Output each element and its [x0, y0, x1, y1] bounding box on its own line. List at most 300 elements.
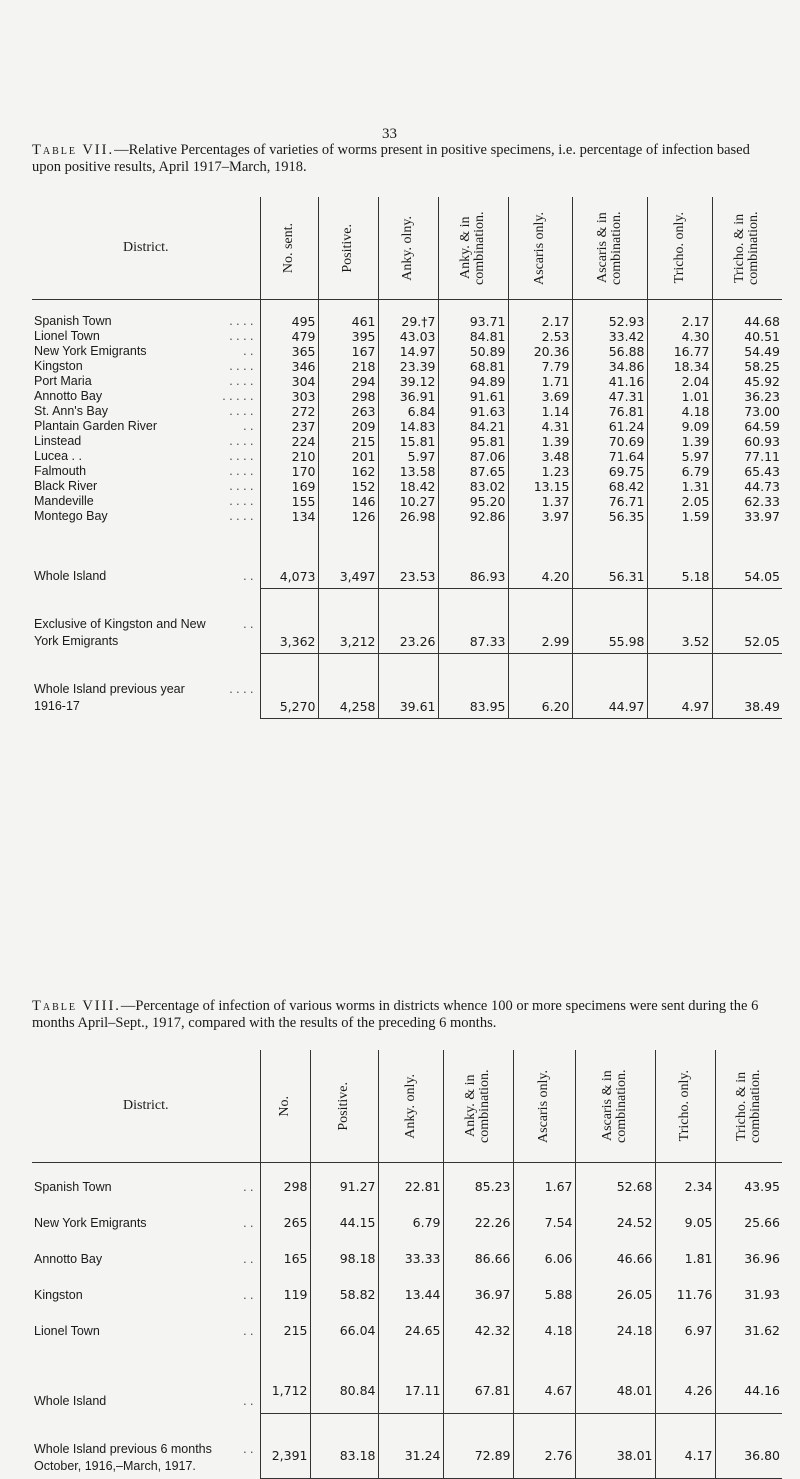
leader-dots: . . . .	[229, 449, 254, 463]
value-cell: 3.69	[508, 389, 572, 404]
value-cell: 3,212	[318, 589, 378, 654]
leader-dots: . . . .	[229, 374, 254, 388]
table-row	[32, 1241, 782, 1277]
district-name: Whole Island previous year 1916-17	[34, 681, 185, 713]
value-cell: 60.93	[712, 434, 782, 449]
value-cell: 33.33	[378, 1241, 443, 1277]
value-cell: 3.97	[508, 509, 572, 524]
value-cell: 17.11	[378, 1349, 443, 1414]
leader-dots: . .	[243, 1441, 254, 1456]
district-name: Exclusive of Kingston and New York Emigrants	[34, 616, 206, 648]
value-cell: 55.98	[572, 589, 647, 654]
value-cell: 52.05	[712, 589, 782, 654]
value-cell: 304	[260, 374, 318, 389]
leader-dots: . . . .	[229, 509, 254, 523]
leader-dots: . . . .	[229, 329, 254, 343]
value-cell: 224	[260, 434, 318, 449]
value-cell: 33.97	[712, 509, 782, 524]
value-cell: 45.92	[712, 374, 782, 389]
value-cell: 95.20	[438, 494, 508, 509]
table7-header-tricho-only: Tricho. only.	[647, 197, 712, 300]
table8-header-anky-combination: Anky. & in combination.	[443, 1050, 513, 1163]
table8-header-no: No.	[260, 1050, 310, 1163]
district-name: Lucea . .	[34, 449, 82, 463]
value-cell: 5,270	[260, 654, 318, 719]
value-cell: 77.11	[712, 449, 782, 464]
district-cell	[32, 589, 260, 654]
value-cell: 215	[318, 434, 378, 449]
value-cell: 33.42	[572, 329, 647, 344]
district-cell	[32, 404, 260, 419]
table7-title: —Relative Percentages of varieties of worms present in positive specimens, i.e. percentage of infection based upon positive results, April 1917–March, 1918.	[32, 142, 750, 175]
value-cell: 23.26	[378, 589, 438, 654]
district-name: St. Ann's Bay	[34, 404, 108, 418]
value-cell: 3.52	[647, 589, 712, 654]
value-cell: 1.39	[647, 434, 712, 449]
value-cell: 209	[318, 419, 378, 434]
value-cell: 50.89	[438, 344, 508, 359]
value-cell: 48.01	[575, 1349, 655, 1414]
district-name: Port Maria	[34, 374, 92, 388]
value-cell: 4.17	[655, 1414, 715, 1479]
value-cell: 1.81	[655, 1241, 715, 1277]
table-row	[32, 449, 782, 464]
value-cell: 83.18	[310, 1414, 378, 1479]
value-cell: 5.97	[647, 449, 712, 464]
value-cell: 9.05	[655, 1205, 715, 1241]
table7-header-anky-combination: Anky. & in combination.	[438, 197, 508, 300]
value-cell: 54.05	[712, 524, 782, 589]
value-cell: 16.77	[647, 344, 712, 359]
value-cell: 26.98	[378, 509, 438, 524]
value-cell: 68.42	[572, 479, 647, 494]
district-cell	[32, 1277, 260, 1313]
value-cell: 6.06	[513, 1241, 575, 1277]
leader-dots: . . . .	[229, 359, 254, 373]
table-row	[32, 389, 782, 404]
table7-header-no-sent: No. sent.	[260, 197, 318, 300]
value-cell: 201	[318, 449, 378, 464]
page-number: 33	[382, 126, 397, 142]
value-cell: 86.93	[438, 524, 508, 589]
value-cell: 1.37	[508, 494, 572, 509]
value-cell: 22.81	[378, 1163, 443, 1206]
value-cell: 62.33	[712, 494, 782, 509]
table-row	[32, 509, 782, 524]
value-cell: 4.18	[647, 404, 712, 419]
value-cell: 1.71	[508, 374, 572, 389]
value-cell: 86.66	[443, 1241, 513, 1277]
value-cell: 58.25	[712, 359, 782, 374]
value-cell: 23.53	[378, 524, 438, 589]
value-cell: 34.86	[572, 359, 647, 374]
table-row	[32, 1163, 782, 1206]
district-cell	[32, 479, 260, 494]
leader-dots: . . . .	[229, 434, 254, 448]
value-cell: 44.68	[712, 300, 782, 330]
value-cell: 46.66	[575, 1241, 655, 1277]
value-cell: 2.05	[647, 494, 712, 509]
table7-header-row	[32, 197, 782, 300]
table8-header-anky-only: Anky. only.	[378, 1050, 443, 1163]
value-cell: 23.39	[378, 359, 438, 374]
table-row	[32, 359, 782, 374]
value-cell: 6.84	[378, 404, 438, 419]
value-cell: 56.88	[572, 344, 647, 359]
leader-dots: . . . .	[229, 681, 254, 696]
value-cell: 6.79	[378, 1205, 443, 1241]
value-cell: 2,391	[260, 1414, 310, 1479]
value-cell: 91.61	[438, 389, 508, 404]
value-cell: 3,362	[260, 589, 318, 654]
value-cell: 64.59	[712, 419, 782, 434]
leader-dots: . .	[243, 1180, 254, 1194]
district-name: Kingston	[34, 1288, 83, 1302]
value-cell: 4.20	[508, 524, 572, 589]
value-cell: 29.†7	[378, 300, 438, 330]
district-name: Annotto Bay	[34, 1252, 103, 1266]
value-cell: 1.31	[647, 479, 712, 494]
leader-dots: . .	[243, 1252, 254, 1266]
district-name: Falmouth	[34, 464, 87, 478]
district-cell	[32, 1313, 260, 1349]
value-cell: 1.67	[513, 1163, 575, 1206]
value-cell: 5.97	[378, 449, 438, 464]
value-cell: 44.16	[715, 1349, 782, 1414]
district-name: Lionel Town	[34, 1324, 100, 1338]
table7-header-anky-only: Anky. olny.	[378, 197, 438, 300]
value-cell: 237	[260, 419, 318, 434]
table7	[32, 197, 782, 719]
value-cell: 41.16	[572, 374, 647, 389]
value-cell: 65.43	[712, 464, 782, 479]
value-cell: 13.15	[508, 479, 572, 494]
district-cell	[32, 449, 260, 464]
value-cell: 1.59	[647, 509, 712, 524]
value-cell: 18.42	[378, 479, 438, 494]
value-cell: 15.81	[378, 434, 438, 449]
value-cell: 215	[260, 1313, 310, 1349]
summary-row	[32, 1414, 782, 1479]
district-name: Whole Island	[34, 1393, 107, 1408]
leader-dots: . . . .	[229, 479, 254, 493]
table8-label: Table VIII.	[32, 998, 121, 1014]
value-cell: 56.35	[572, 509, 647, 524]
value-cell: 38.01	[575, 1414, 655, 1479]
district-name: Mandeville	[34, 494, 94, 508]
table-row	[32, 300, 782, 330]
district-cell	[32, 359, 260, 374]
value-cell: 31.93	[715, 1277, 782, 1313]
value-cell: 24.52	[575, 1205, 655, 1241]
value-cell: 3,497	[318, 524, 378, 589]
district-cell	[32, 329, 260, 344]
value-cell: 22.26	[443, 1205, 513, 1241]
value-cell: 2.53	[508, 329, 572, 344]
value-cell: 1.23	[508, 464, 572, 479]
value-cell: 36.80	[715, 1414, 782, 1479]
value-cell: 170	[260, 464, 318, 479]
district-cell	[32, 300, 260, 330]
value-cell: 52.93	[572, 300, 647, 330]
value-cell: 11.76	[655, 1277, 715, 1313]
district-cell	[32, 344, 260, 359]
value-cell: 85.23	[443, 1163, 513, 1206]
value-cell: 84.21	[438, 419, 508, 434]
value-cell: 91.63	[438, 404, 508, 419]
value-cell: 56.31	[572, 524, 647, 589]
summary-row	[32, 524, 782, 589]
value-cell: 7.79	[508, 359, 572, 374]
value-cell: 13.58	[378, 464, 438, 479]
value-cell: 93.71	[438, 300, 508, 330]
district-name: Kingston	[34, 359, 83, 373]
table7-header-tricho-combination: Tricho. & in combination.	[712, 197, 782, 300]
value-cell: 298	[260, 1163, 310, 1206]
value-cell: 54.49	[712, 344, 782, 359]
value-cell: 152	[318, 479, 378, 494]
value-cell: 67.81	[443, 1349, 513, 1414]
value-cell: 98.18	[310, 1241, 378, 1277]
value-cell: 495	[260, 300, 318, 330]
value-cell: 6.79	[647, 464, 712, 479]
value-cell: 18.34	[647, 359, 712, 374]
value-cell: 6.20	[508, 654, 572, 719]
table-row	[32, 1313, 782, 1349]
value-cell: 87.65	[438, 464, 508, 479]
value-cell: 119	[260, 1277, 310, 1313]
value-cell: 1,712	[260, 1349, 310, 1414]
value-cell: 10.27	[378, 494, 438, 509]
value-cell: 155	[260, 494, 318, 509]
district-name: Lionel Town	[34, 329, 100, 343]
table7-caption	[32, 142, 782, 176]
table7-header-district: District.	[123, 240, 169, 255]
district-name: Plantain Garden River	[34, 419, 157, 433]
table-row	[32, 404, 782, 419]
value-cell: 25.66	[715, 1205, 782, 1241]
value-cell: 2.17	[508, 300, 572, 330]
value-cell: 13.44	[378, 1277, 443, 1313]
table-row	[32, 464, 782, 479]
leader-dots: . . . . .	[222, 389, 254, 403]
value-cell: 4.97	[647, 654, 712, 719]
value-cell: 167	[318, 344, 378, 359]
value-cell: 5.18	[647, 524, 712, 589]
value-cell: 68.81	[438, 359, 508, 374]
district-cell	[32, 1163, 260, 1206]
value-cell: 92.86	[438, 509, 508, 524]
table8-caption	[32, 998, 782, 1032]
value-cell: 2.76	[513, 1414, 575, 1479]
value-cell: 52.68	[575, 1163, 655, 1206]
table8	[32, 1050, 782, 1479]
district-name: New York Emigrants	[34, 344, 147, 358]
value-cell: 4,258	[318, 654, 378, 719]
district-cell	[32, 1241, 260, 1277]
value-cell: 272	[260, 404, 318, 419]
value-cell: 298	[318, 389, 378, 404]
table-row	[32, 494, 782, 509]
value-cell: 66.04	[310, 1313, 378, 1349]
leader-dots: . .	[243, 568, 254, 583]
value-cell: 169	[260, 479, 318, 494]
value-cell: 4.67	[513, 1349, 575, 1414]
value-cell: 479	[260, 329, 318, 344]
value-cell: 14.83	[378, 419, 438, 434]
district-name: Linstead	[34, 434, 82, 448]
value-cell: 38.49	[712, 654, 782, 719]
table7-header-ascaris-combination: Ascaris & in combination.	[572, 197, 647, 300]
table-row	[32, 329, 782, 344]
value-cell: 218	[318, 359, 378, 374]
value-cell: 61.24	[572, 419, 647, 434]
value-cell: 70.69	[572, 434, 647, 449]
leader-dots: . .	[243, 1393, 254, 1408]
district-cell	[32, 1205, 260, 1241]
leader-dots: . . . .	[229, 494, 254, 508]
district-cell	[32, 1414, 260, 1479]
table8-header-positive: Positive.	[310, 1050, 378, 1163]
value-cell: 69.75	[572, 464, 647, 479]
value-cell: 165	[260, 1241, 310, 1277]
table8-header-tricho-combination: Tricho. & in combination.	[715, 1050, 782, 1163]
value-cell: 461	[318, 300, 378, 330]
value-cell: 39.12	[378, 374, 438, 389]
value-cell: 303	[260, 389, 318, 404]
value-cell: 26.05	[575, 1277, 655, 1313]
value-cell: 44.73	[712, 479, 782, 494]
value-cell: 91.27	[310, 1163, 378, 1206]
value-cell: 83.02	[438, 479, 508, 494]
table-row	[32, 1205, 782, 1241]
table8-header-tricho-only: Tricho. only.	[655, 1050, 715, 1163]
table7-header-positive: Positive.	[318, 197, 378, 300]
value-cell: 24.18	[575, 1313, 655, 1349]
table8-title: —Percentage of infection of various worms in districts whence 100 or more specimens were sent during the 6 months April–Sept., 1917, compared with the results of the preceding 6 months.	[32, 998, 759, 1031]
value-cell: 1.39	[508, 434, 572, 449]
value-cell: 36.97	[443, 1277, 513, 1313]
value-cell: 24.65	[378, 1313, 443, 1349]
value-cell: 71.64	[572, 449, 647, 464]
value-cell: 20.36	[508, 344, 572, 359]
value-cell: 72.89	[443, 1414, 513, 1479]
value-cell: 1.01	[647, 389, 712, 404]
table8-header-district: District.	[123, 1098, 169, 1113]
district-cell	[32, 1349, 260, 1414]
value-cell: 36.23	[712, 389, 782, 404]
table8-header-ascaris-combination: Ascaris & in combination.	[575, 1050, 655, 1163]
value-cell: 87.06	[438, 449, 508, 464]
value-cell: 4.26	[655, 1349, 715, 1414]
leader-dots: . .	[243, 1288, 254, 1302]
value-cell: 39.61	[378, 654, 438, 719]
table-row	[32, 344, 782, 359]
table8-header-ascaris-only: Ascaris only.	[513, 1050, 575, 1163]
district-cell	[32, 434, 260, 449]
value-cell: 7.54	[513, 1205, 575, 1241]
value-cell: 73.00	[712, 404, 782, 419]
value-cell: 4,073	[260, 524, 318, 589]
value-cell: 395	[318, 329, 378, 344]
value-cell: 44.15	[310, 1205, 378, 1241]
value-cell: 14.97	[378, 344, 438, 359]
value-cell: 365	[260, 344, 318, 359]
district-cell	[32, 654, 260, 719]
value-cell: 4.18	[513, 1313, 575, 1349]
value-cell: 162	[318, 464, 378, 479]
district-cell	[32, 464, 260, 479]
value-cell: 2.17	[647, 300, 712, 330]
table-row	[32, 374, 782, 389]
district-name: Black River	[34, 479, 98, 493]
value-cell: 146	[318, 494, 378, 509]
value-cell: 294	[318, 374, 378, 389]
value-cell: 2.99	[508, 589, 572, 654]
summary-row	[32, 654, 782, 719]
table8-header-row	[32, 1050, 782, 1163]
value-cell: 43.03	[378, 329, 438, 344]
value-cell: 42.32	[443, 1313, 513, 1349]
district-cell	[32, 419, 260, 434]
value-cell: 87.33	[438, 589, 508, 654]
district-name: Whole Island previous 6 months October, 1916,–March, 1917.	[34, 1441, 212, 1473]
value-cell: 83.95	[438, 654, 508, 719]
value-cell: 2.04	[647, 374, 712, 389]
summary-row	[32, 589, 782, 654]
district-cell	[32, 509, 260, 524]
district-name: Whole Island	[34, 568, 107, 583]
district-name: Montego Bay	[34, 509, 108, 523]
district-cell	[32, 494, 260, 509]
district-name: Spanish Town	[34, 1180, 112, 1194]
leader-dots: . . . .	[229, 464, 254, 478]
leader-dots: . . . .	[229, 404, 254, 418]
value-cell: 47.31	[572, 389, 647, 404]
value-cell: 5.88	[513, 1277, 575, 1313]
district-cell	[32, 374, 260, 389]
value-cell: 126	[318, 509, 378, 524]
value-cell: 265	[260, 1205, 310, 1241]
district-name: New York Emigrants	[34, 1216, 147, 1230]
value-cell: 4.30	[647, 329, 712, 344]
leader-dots: . . . .	[229, 314, 254, 328]
value-cell: 44.97	[572, 654, 647, 719]
district-cell	[32, 524, 260, 589]
value-cell: 94.89	[438, 374, 508, 389]
value-cell: 1.14	[508, 404, 572, 419]
district-name: Annotto Bay	[34, 389, 103, 403]
summary-row	[32, 1349, 782, 1414]
leader-dots: . .	[243, 1324, 254, 1338]
value-cell: 43.95	[715, 1163, 782, 1206]
table7-header-ascaris-only: Ascaris only.	[508, 197, 572, 300]
table7-label: Table VII.	[32, 142, 115, 158]
table-row	[32, 479, 782, 494]
value-cell: 6.97	[655, 1313, 715, 1349]
value-cell: 210	[260, 449, 318, 464]
leader-dots: . .	[243, 1216, 254, 1230]
table-row	[32, 419, 782, 434]
value-cell: 80.84	[310, 1349, 378, 1414]
leader-dots: . .	[243, 344, 254, 358]
value-cell: 31.24	[378, 1414, 443, 1479]
value-cell: 3.48	[508, 449, 572, 464]
table-row	[32, 434, 782, 449]
value-cell: 263	[318, 404, 378, 419]
district-name: Spanish Town	[34, 314, 112, 328]
value-cell: 84.81	[438, 329, 508, 344]
